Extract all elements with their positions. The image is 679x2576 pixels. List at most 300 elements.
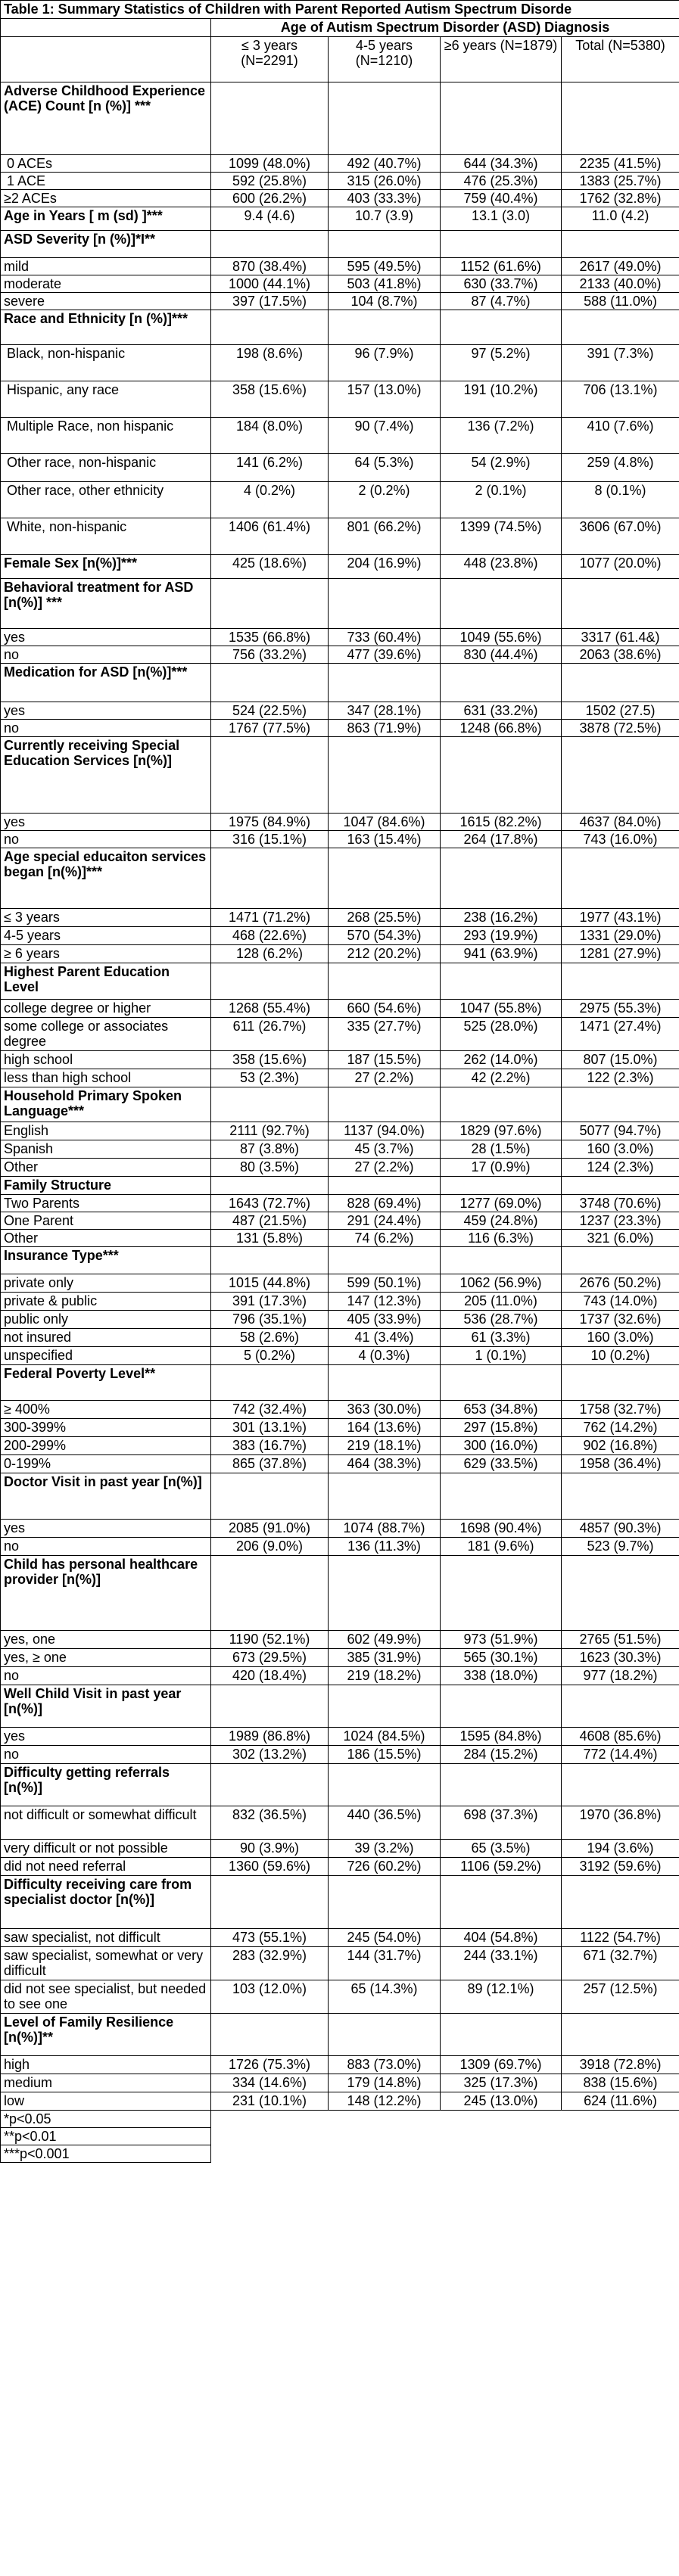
value-cell: 973 (51.9%) [441, 1631, 562, 1649]
table-row [1, 1140, 679, 1159]
value-cell [211, 2014, 329, 2056]
value-cell [441, 1247, 562, 1274]
value-cell: 1 (0.1%) [441, 1347, 562, 1365]
value-cell: 420 (18.4%) [211, 1667, 329, 1685]
value-cell: 141 (6.2%) [211, 454, 329, 482]
value-cell [329, 579, 441, 629]
value-cell [562, 1247, 679, 1274]
value-cell [211, 579, 329, 629]
table-row [1, 1293, 679, 1311]
value-cell: 742 (32.4%) [211, 1401, 329, 1419]
table-row [1, 2092, 679, 2111]
value-cell: 588 (11.0%) [562, 293, 679, 310]
value-cell [329, 231, 441, 258]
value-cell: 1399 (74.5%) [441, 518, 562, 555]
value-cell: 321 (6.0%) [562, 1230, 679, 1247]
value-cell: 397 (17.5%) [211, 293, 329, 310]
value-cell: 301 (13.1%) [211, 1419, 329, 1437]
row-label: moderate [1, 275, 211, 293]
section-header-row [1, 1087, 679, 1122]
value-cell: 796 (35.1%) [211, 1311, 329, 1329]
value-cell [211, 1365, 329, 1401]
table-row [1, 1667, 679, 1685]
value-cell: 1829 (97.6%) [441, 1122, 562, 1140]
value-cell [329, 1556, 441, 1631]
value-cell: 733 (60.4%) [329, 629, 441, 646]
value-cell: 1015 (44.8%) [211, 1274, 329, 1293]
value-cell: 762 (14.2%) [562, 1419, 679, 1437]
value-cell: 53 (2.3%) [211, 1069, 329, 1087]
section-label: Level of Family Resilience [n(%)]** [1, 2014, 211, 2056]
value-cell: 3878 (72.5%) [562, 720, 679, 737]
value-cell [211, 1764, 329, 1806]
value-cell: 1049 (55.6%) [441, 629, 562, 646]
section-header-row [1, 1365, 679, 1401]
value-cell [441, 664, 562, 702]
row-label: 0-199% [1, 1455, 211, 1473]
value-cell: 830 (44.4%) [441, 646, 562, 664]
value-cell: 136 (7.2%) [441, 418, 562, 454]
value-cell: 302 (13.2%) [211, 1746, 329, 1764]
section-header-row [1, 664, 679, 702]
row-label: ≥ 6 years [1, 945, 211, 963]
value-cell: 164 (13.6%) [329, 1419, 441, 1437]
row-label: very difficult or not possible [1, 1840, 211, 1858]
value-cell [329, 664, 441, 702]
value-cell [441, 310, 562, 345]
value-cell: 4 (0.2%) [211, 482, 329, 518]
value-cell: 257 (12.5%) [562, 1980, 679, 2014]
value-cell [562, 664, 679, 702]
value-cell [211, 1685, 329, 1728]
value-cell: 902 (16.8%) [562, 1437, 679, 1455]
table-row [1, 1195, 679, 1212]
value-cell [441, 848, 562, 909]
value-cell: 160 (3.0%) [562, 1140, 679, 1159]
value-cell [211, 1087, 329, 1122]
column-header: ≤ 3 years (N=2291) [211, 37, 329, 82]
value-cell [329, 1247, 441, 1274]
value-cell: 403 (33.3%) [329, 190, 441, 207]
value-cell: 2 (0.2%) [329, 482, 441, 518]
value-cell: 756 (33.2%) [211, 646, 329, 664]
section-label: Highest Parent Education Level [1, 963, 211, 1000]
section-label: Child has personal healthcare provider [n(%)] [1, 1556, 211, 1631]
value-cell: 13.1 (3.0) [441, 207, 562, 231]
value-cell: 1137 (94.0%) [329, 1122, 441, 1140]
section-label: Federal Poverty Level** [1, 1365, 211, 1401]
value-cell [211, 1177, 329, 1195]
value-cell [441, 1556, 562, 1631]
value-cell: 759 (40.4%) [441, 190, 562, 207]
section-header-row [1, 555, 679, 579]
value-cell [441, 1473, 562, 1520]
table-row [1, 275, 679, 293]
table-row [1, 1419, 679, 1437]
section-label: Family Structure [1, 1177, 211, 1195]
value-cell: 487 (21.5%) [211, 1212, 329, 1230]
footnote-row [1, 2111, 679, 2128]
value-cell [441, 1685, 562, 1728]
column-header: ≥6 years (N=1879) [441, 37, 562, 82]
value-cell [562, 848, 679, 909]
value-cell: 3317 (61.4&) [562, 629, 679, 646]
value-cell: 865 (37.8%) [211, 1455, 329, 1473]
row-label: some college or associates degree [1, 1018, 211, 1051]
value-cell [211, 664, 329, 702]
section-header-row [1, 737, 679, 814]
value-cell: 1152 (61.6%) [441, 258, 562, 275]
row-label: yes [1, 1728, 211, 1746]
value-cell: 212 (20.2%) [329, 945, 441, 963]
value-cell: 1977 (43.1%) [562, 909, 679, 927]
value-cell: 293 (19.9%) [441, 927, 562, 945]
value-cell [562, 579, 679, 629]
value-cell [211, 1247, 329, 1274]
value-cell: 602 (49.9%) [329, 1631, 441, 1649]
value-cell: 624 (11.6%) [562, 2092, 679, 2111]
table-row [1, 258, 679, 275]
value-cell [329, 82, 441, 155]
value-cell: 179 (14.8%) [329, 2074, 441, 2092]
value-cell: 194 (3.6%) [562, 1840, 679, 1858]
row-label: White, non-hispanic [1, 518, 211, 555]
section-label: Well Child Visit in past year [n(%)] [1, 1685, 211, 1728]
value-cell: 2975 (55.3%) [562, 1000, 679, 1018]
value-cell: 1958 (36.4%) [562, 1455, 679, 1473]
row-label: English [1, 1122, 211, 1140]
row-label: high [1, 2056, 211, 2074]
value-cell: 660 (54.6%) [329, 1000, 441, 1018]
value-cell: 4637 (84.0%) [562, 814, 679, 831]
table-row [1, 1000, 679, 1018]
value-cell: 144 (31.7%) [329, 1947, 441, 1980]
value-cell: 440 (36.5%) [329, 1806, 441, 1840]
section-header-row [1, 310, 679, 345]
table-caption-row [1, 1, 679, 19]
table-row [1, 1980, 679, 2014]
value-cell: 1762 (32.8%) [562, 190, 679, 207]
row-label: Other race, non-hispanic [1, 454, 211, 482]
table-row [1, 1728, 679, 1746]
value-cell: 1975 (84.9%) [211, 814, 329, 831]
value-cell: 425 (18.6%) [211, 555, 329, 579]
value-cell: 1471 (71.2%) [211, 909, 329, 927]
value-cell: 1024 (84.5%) [329, 1728, 441, 1746]
value-cell: 1615 (82.2%) [441, 814, 562, 831]
value-cell: 148 (12.2%) [329, 2092, 441, 2111]
value-cell: 335 (27.7%) [329, 1018, 441, 1051]
table-row [1, 927, 679, 945]
section-label: Difficulty getting referrals [n(%)] [1, 1764, 211, 1806]
group-header: Age of Autism Spectrum Disorder (ASD) Diagnosis [211, 19, 679, 37]
value-cell [441, 579, 562, 629]
value-cell: 653 (34.8%) [441, 1401, 562, 1419]
value-cell [562, 963, 679, 1000]
footnote-row [1, 2145, 679, 2163]
value-cell: 1989 (86.8%) [211, 1728, 329, 1746]
value-cell [329, 1473, 441, 1520]
value-cell: 385 (31.9%) [329, 1649, 441, 1667]
section-label: Currently receiving Special Education Services [n(%)] [1, 737, 211, 814]
row-label: did not need referral [1, 1858, 211, 1876]
value-cell: 206 (9.0%) [211, 1538, 329, 1556]
value-cell: 205 (11.0%) [441, 1293, 562, 1311]
value-cell [441, 1087, 562, 1122]
value-cell: 391 (7.3%) [562, 345, 679, 381]
section-label: Age in Years [ m (sd) ]*** [1, 207, 211, 231]
row-label: One Parent [1, 1212, 211, 1230]
value-cell [211, 1473, 329, 1520]
table-row [1, 720, 679, 737]
table-row [1, 646, 679, 664]
value-cell: 80 (3.5%) [211, 1159, 329, 1177]
value-cell: 2085 (91.0%) [211, 1520, 329, 1538]
value-cell: 358 (15.6%) [211, 1051, 329, 1069]
value-cell [329, 1685, 441, 1728]
table-row [1, 909, 679, 927]
value-cell: 832 (36.5%) [211, 1806, 329, 1840]
table-row [1, 2056, 679, 2074]
value-cell: 87 (4.7%) [441, 293, 562, 310]
section-header-row [1, 1473, 679, 1520]
value-cell [211, 231, 329, 258]
value-cell: 1062 (56.9%) [441, 1274, 562, 1293]
table-row [1, 1051, 679, 1069]
value-cell: 1237 (23.3%) [562, 1212, 679, 1230]
value-cell: 1309 (69.7%) [441, 2056, 562, 2074]
table-row [1, 1929, 679, 1947]
value-cell: 599 (50.1%) [329, 1274, 441, 1293]
value-cell: 124 (2.3%) [562, 1159, 679, 1177]
value-cell: 1122 (54.7%) [562, 1929, 679, 1947]
table-row [1, 1230, 679, 1247]
value-cell: 743 (14.0%) [562, 1293, 679, 1311]
value-cell: 536 (28.7%) [441, 1311, 562, 1329]
section-header-row [1, 963, 679, 1000]
section-label: Difficulty receiving care from specialist doctor [n(%)] [1, 1876, 211, 1929]
value-cell: 300 (16.0%) [441, 1437, 562, 1455]
row-label: medium [1, 2074, 211, 2092]
table-row [1, 293, 679, 310]
row-label: no [1, 646, 211, 664]
table-row [1, 1159, 679, 1177]
value-cell: 90 (7.4%) [329, 418, 441, 454]
value-cell: 523 (9.7%) [562, 1538, 679, 1556]
table-row [1, 1122, 679, 1140]
table-row [1, 418, 679, 454]
table-row [1, 155, 679, 173]
value-cell: 219 (18.2%) [329, 1667, 441, 1685]
table-row [1, 190, 679, 207]
section-label: ASD Severity [n (%)]*I** [1, 231, 211, 258]
value-cell [441, 231, 562, 258]
value-cell: 476 (25.3%) [441, 173, 562, 190]
value-cell: 2 (0.1%) [441, 482, 562, 518]
value-cell: 391 (17.3%) [211, 1293, 329, 1311]
value-cell: 264 (17.8%) [441, 831, 562, 848]
section-header-row [1, 82, 679, 155]
table-row [1, 1212, 679, 1230]
table-row [1, 381, 679, 418]
value-cell [329, 848, 441, 909]
row-label: Multiple Race, non hispanic [1, 418, 211, 454]
value-cell: 743 (16.0%) [562, 831, 679, 848]
value-cell: 45 (3.7%) [329, 1140, 441, 1159]
value-cell [562, 1177, 679, 1195]
table-row [1, 454, 679, 482]
row-label: Black, non-hispanic [1, 345, 211, 381]
section-header-row [1, 1177, 679, 1195]
row-label: ≥ 400% [1, 1401, 211, 1419]
value-cell: 9.4 (4.6) [211, 207, 329, 231]
value-cell [441, 82, 562, 155]
value-cell: 863 (71.9%) [329, 720, 441, 737]
value-cell [562, 1087, 679, 1122]
table-row [1, 1347, 679, 1365]
table-row [1, 1311, 679, 1329]
value-cell [211, 82, 329, 155]
value-cell: 284 (15.2%) [441, 1746, 562, 1764]
value-cell: 1726 (75.3%) [211, 2056, 329, 2074]
value-cell: 10 (0.2%) [562, 1347, 679, 1365]
value-cell: 5 (0.2%) [211, 1347, 329, 1365]
value-cell: 1535 (66.8%) [211, 629, 329, 646]
row-label: ≥2 ACEs [1, 190, 211, 207]
row-label: yes [1, 1520, 211, 1538]
section-label: Medication for ASD [n(%)]*** [1, 664, 211, 702]
row-label: Two Parents [1, 1195, 211, 1212]
value-cell [562, 2014, 679, 2056]
section-label: Insurance Type*** [1, 1247, 211, 1274]
table-row [1, 1455, 679, 1473]
value-cell [562, 231, 679, 258]
value-cell: 1502 (27.5) [562, 702, 679, 720]
value-cell: 42 (2.2%) [441, 1069, 562, 1087]
value-cell: 186 (15.5%) [329, 1746, 441, 1764]
table-row [1, 1631, 679, 1649]
row-label: saw specialist, somewhat or very difficult [1, 1947, 211, 1980]
table-row [1, 173, 679, 190]
value-cell: 334 (14.6%) [211, 2074, 329, 2092]
table-row [1, 831, 679, 848]
value-cell: 259 (4.8%) [562, 454, 679, 482]
value-cell: 64 (5.3%) [329, 454, 441, 482]
value-cell: 448 (23.8%) [441, 555, 562, 579]
value-cell: 104 (8.7%) [329, 293, 441, 310]
value-cell: 1970 (36.8%) [562, 1806, 679, 1840]
section-header-row [1, 1556, 679, 1631]
value-cell: 772 (14.4%) [562, 1746, 679, 1764]
section-label: Household Primary Spoken Language*** [1, 1087, 211, 1122]
value-cell: 1268 (55.4%) [211, 1000, 329, 1018]
value-cell: 27 (2.2%) [329, 1159, 441, 1177]
value-cell: 2765 (51.5%) [562, 1631, 679, 1649]
value-cell: 147 (12.3%) [329, 1293, 441, 1311]
row-label: did not see specialist, but needed to see one [1, 1980, 211, 2014]
value-cell: 181 (9.6%) [441, 1538, 562, 1556]
value-cell [562, 310, 679, 345]
row-label: private only [1, 1274, 211, 1293]
value-cell: 492 (40.7%) [329, 155, 441, 173]
value-cell: 1106 (59.2%) [441, 1858, 562, 1876]
value-cell [562, 737, 679, 814]
row-label: Other [1, 1230, 211, 1247]
section-label: Adverse Childhood Experience (ACE) Count [n (%)] *** [1, 82, 211, 155]
table-row [1, 1649, 679, 1667]
value-cell: 61 (3.3%) [441, 1329, 562, 1347]
row-label: yes, one [1, 1631, 211, 1649]
section-header-row [1, 1685, 679, 1728]
row-label: low [1, 2092, 211, 2111]
value-cell: 3606 (67.0%) [562, 518, 679, 555]
section-label: Behavioral treatment for ASD [n(%)] *** [1, 579, 211, 629]
table-row [1, 345, 679, 381]
row-label: no [1, 720, 211, 737]
table-row [1, 702, 679, 720]
row-label: Other [1, 1159, 211, 1177]
value-cell: 1190 (52.1%) [211, 1631, 329, 1649]
section-header-row [1, 1247, 679, 1274]
value-cell: 4 (0.3%) [329, 1347, 441, 1365]
value-cell: 347 (28.1%) [329, 702, 441, 720]
value-cell: 1643 (72.7%) [211, 1195, 329, 1212]
value-cell: 17 (0.9%) [441, 1159, 562, 1177]
section-label: Female Sex [n(%)]*** [1, 555, 211, 579]
value-cell [441, 1177, 562, 1195]
value-cell: 238 (16.2%) [441, 909, 562, 927]
value-cell [441, 1365, 562, 1401]
row-label: yes, ≥ one [1, 1649, 211, 1667]
footnote: *p<0.05 [1, 2111, 211, 2128]
value-cell: 801 (66.2%) [329, 518, 441, 555]
value-cell: 595 (49.5%) [329, 258, 441, 275]
row-label: Hispanic, any race [1, 381, 211, 418]
value-cell: 96 (7.9%) [329, 345, 441, 381]
value-cell: 600 (26.2%) [211, 190, 329, 207]
value-cell: 41 (3.4%) [329, 1329, 441, 1347]
value-cell: 611 (26.7%) [211, 1018, 329, 1051]
row-label: yes [1, 814, 211, 831]
value-cell: 525 (28.0%) [441, 1018, 562, 1051]
value-cell [329, 963, 441, 1000]
value-cell [329, 2014, 441, 2056]
value-cell: 1331 (29.0%) [562, 927, 679, 945]
row-label: no [1, 831, 211, 848]
value-cell: 160 (3.0%) [562, 1329, 679, 1347]
value-cell: 383 (16.7%) [211, 1437, 329, 1455]
value-cell: 698 (37.3%) [441, 1806, 562, 1840]
value-cell [562, 82, 679, 155]
value-cell: 629 (33.5%) [441, 1455, 562, 1473]
row-label: 0 ACEs [1, 155, 211, 173]
value-cell: 3918 (72.8%) [562, 2056, 679, 2074]
value-cell: 941 (63.9%) [441, 945, 562, 963]
value-cell [329, 1365, 441, 1401]
value-cell: 468 (22.6%) [211, 927, 329, 945]
value-cell: 11.0 (4.2) [562, 207, 679, 231]
value-cell: 4608 (85.6%) [562, 1728, 679, 1746]
table-row [1, 1858, 679, 1876]
value-cell: 1767 (77.5%) [211, 720, 329, 737]
value-cell [329, 1177, 441, 1195]
value-cell: 631 (33.2%) [441, 702, 562, 720]
row-label: severe [1, 293, 211, 310]
row-label: yes [1, 702, 211, 720]
row-label: 300-399% [1, 1419, 211, 1437]
table-row [1, 518, 679, 555]
value-cell: 1737 (32.6%) [562, 1311, 679, 1329]
